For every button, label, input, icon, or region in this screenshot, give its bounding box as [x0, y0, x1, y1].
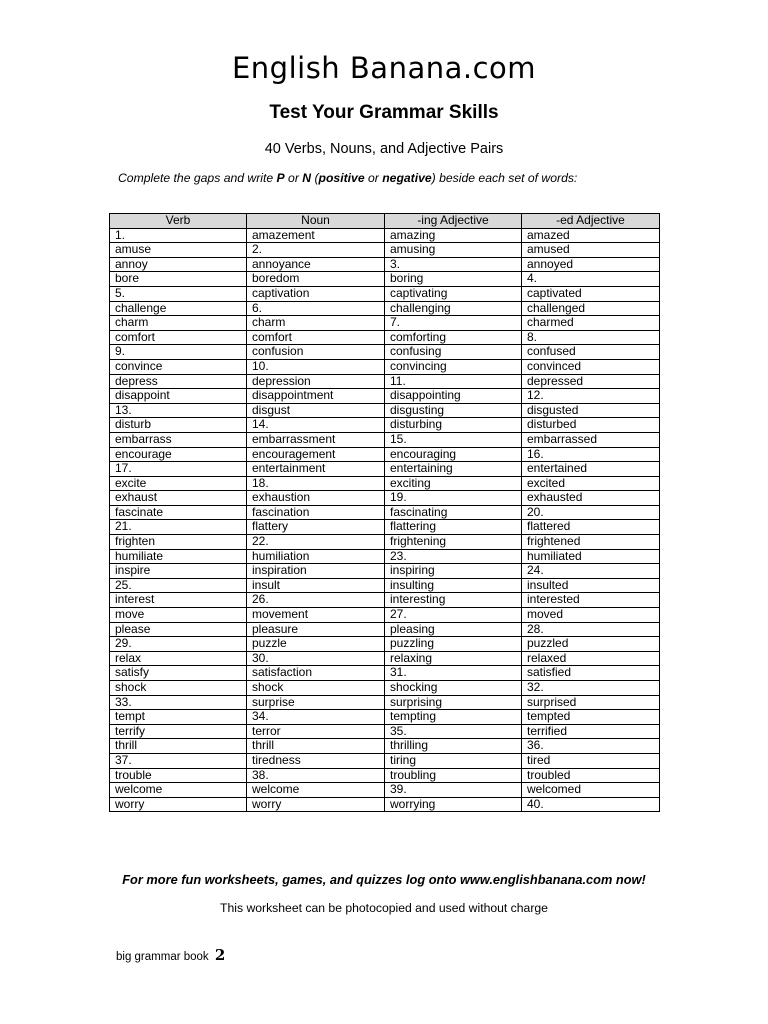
column-header: -ed Adjective	[522, 214, 660, 229]
table-cell: 12.	[522, 389, 660, 404]
table-cell: moved	[522, 608, 660, 623]
table-cell: 5.	[110, 286, 247, 301]
table-cell: 23.	[385, 549, 522, 564]
table-cell: 22.	[247, 535, 385, 550]
table-cell: exhaust	[110, 491, 247, 506]
table-cell: entertained	[522, 462, 660, 477]
table-cell: amazing	[385, 228, 522, 243]
table-cell: comfort	[247, 330, 385, 345]
table-cell: puzzled	[522, 637, 660, 652]
table-cell: challenged	[522, 301, 660, 316]
table-cell: 17.	[110, 462, 247, 477]
table-cell: frightened	[522, 535, 660, 550]
table-cell: humiliated	[522, 549, 660, 564]
table-cell: encouraging	[385, 447, 522, 462]
table-cell: humiliate	[110, 549, 247, 564]
table-cell: flattering	[385, 520, 522, 535]
table-cell: tempted	[522, 710, 660, 725]
table-cell: encouragement	[247, 447, 385, 462]
table-cell: tiring	[385, 753, 522, 768]
table-cell: 9.	[110, 345, 247, 360]
table-cell: relaxing	[385, 651, 522, 666]
table-cell: pleasure	[247, 622, 385, 637]
footer-cta: For more fun worksheets, games, and quizzes log onto www.englishbanana.com now!	[122, 872, 646, 887]
table-cell: disgusted	[522, 403, 660, 418]
table-cell: trouble	[110, 768, 247, 783]
table-cell: embarrassed	[522, 432, 660, 447]
table-row	[110, 359, 660, 374]
table-cell: 30.	[247, 651, 385, 666]
table-cell: 18.	[247, 476, 385, 491]
footer-note: This worksheet can be photocopied and used without charge	[220, 901, 548, 915]
table-cell: encourage	[110, 447, 247, 462]
table-cell: charmed	[522, 316, 660, 331]
table-cell: inspiration	[247, 564, 385, 579]
table-cell: thrill	[110, 739, 247, 754]
table-row	[110, 651, 660, 666]
table-cell: depress	[110, 374, 247, 389]
page-footer	[116, 945, 225, 967]
table-row	[110, 753, 660, 768]
table-row	[110, 301, 660, 316]
table-cell: 35.	[385, 724, 522, 739]
table-cell: disturb	[110, 418, 247, 433]
table-cell: disgusting	[385, 403, 522, 418]
table-cell: worrying	[385, 797, 522, 812]
site-logo: English Banana.com	[231, 51, 537, 85]
table-cell: troubling	[385, 768, 522, 783]
table-row	[110, 345, 660, 360]
table-cell: troubled	[522, 768, 660, 783]
table-row	[110, 520, 660, 535]
table-cell: 6.	[247, 301, 385, 316]
table-cell: insulted	[522, 578, 660, 593]
table-cell: amazement	[247, 228, 385, 243]
table-row	[110, 316, 660, 331]
table-cell: inspiring	[385, 564, 522, 579]
table-cell: 3.	[385, 257, 522, 272]
table-row	[110, 637, 660, 652]
table-cell: amused	[522, 243, 660, 258]
table-cell: amuse	[110, 243, 247, 258]
table-header-row	[110, 214, 660, 229]
table-cell: 4.	[522, 272, 660, 287]
table-row	[110, 724, 660, 739]
table-cell: surprising	[385, 695, 522, 710]
table-row	[110, 739, 660, 754]
table-cell: captivating	[385, 286, 522, 301]
table-row	[110, 666, 660, 681]
table-row	[110, 491, 660, 506]
table-cell: disgust	[247, 403, 385, 418]
table-cell: excited	[522, 476, 660, 491]
table-cell: tired	[522, 753, 660, 768]
table-cell: terrified	[522, 724, 660, 739]
instructions-open: (	[311, 171, 319, 185]
table-cell: fascinate	[110, 505, 247, 520]
table-cell: fascinating	[385, 505, 522, 520]
table-cell: disturbed	[522, 418, 660, 433]
table-cell: captivated	[522, 286, 660, 301]
table-row	[110, 593, 660, 608]
table-cell: 21.	[110, 520, 247, 535]
table-cell: charm	[247, 316, 385, 331]
table-cell: comforting	[385, 330, 522, 345]
table-row	[110, 535, 660, 550]
table-cell: 19.	[385, 491, 522, 506]
instructions	[118, 170, 577, 186]
table-row	[110, 710, 660, 725]
table-cell: thrill	[247, 739, 385, 754]
table-cell: satisfy	[110, 666, 247, 681]
column-header: -ing Adjective	[385, 214, 522, 229]
instructions-or: or	[284, 171, 303, 185]
instructions-close: ) beside each set of words:	[431, 171, 578, 185]
table-cell: 14.	[247, 418, 385, 433]
table-cell: flattered	[522, 520, 660, 535]
table-cell: 34.	[247, 710, 385, 725]
table-row	[110, 783, 660, 798]
table-cell: tiredness	[247, 753, 385, 768]
table-cell: 11.	[385, 374, 522, 389]
table-cell: surprise	[247, 695, 385, 710]
table-row	[110, 418, 660, 433]
instructions-n: N	[302, 171, 312, 185]
table-cell: boredom	[247, 272, 385, 287]
book-title: big grammar book	[116, 951, 209, 963]
table-cell: 38.	[247, 768, 385, 783]
table-cell: 1.	[110, 228, 247, 243]
table-cell: amusing	[385, 243, 522, 258]
table-cell: 26.	[247, 593, 385, 608]
table-cell: challenge	[110, 301, 247, 316]
table-row	[110, 447, 660, 462]
table-cell: welcome	[110, 783, 247, 798]
page-title: Test Your Grammar Skills	[269, 102, 499, 123]
table-cell: shock	[110, 681, 247, 696]
table-cell: 27.	[385, 608, 522, 623]
table-cell: depression	[247, 374, 385, 389]
instructions-or-2: or	[364, 171, 383, 185]
table-cell: annoyed	[522, 257, 660, 272]
table-cell: exhausted	[522, 491, 660, 506]
table-cell: interested	[522, 593, 660, 608]
table-cell: satisfaction	[247, 666, 385, 681]
table-cell: challenging	[385, 301, 522, 316]
table-cell: disappointing	[385, 389, 522, 404]
table-cell: bore	[110, 272, 247, 287]
table-cell: shocking	[385, 681, 522, 696]
table-row	[110, 768, 660, 783]
table-cell: worry	[110, 797, 247, 812]
page-number: 2	[214, 946, 226, 964]
table-cell: disappoint	[110, 389, 247, 404]
table-cell: fascination	[247, 505, 385, 520]
table-cell: inspire	[110, 564, 247, 579]
table-cell: move	[110, 608, 247, 623]
table-cell: thrilling	[385, 739, 522, 754]
table-cell: disturbing	[385, 418, 522, 433]
table-row	[110, 549, 660, 564]
table-row	[110, 330, 660, 345]
table-row	[110, 695, 660, 710]
table-row	[110, 476, 660, 491]
table-cell: 7.	[385, 316, 522, 331]
column-header: Verb	[110, 214, 247, 229]
table-cell: confusion	[247, 345, 385, 360]
table-cell: satisfied	[522, 666, 660, 681]
table-cell: 28.	[522, 622, 660, 637]
table-cell: 25.	[110, 578, 247, 593]
table-cell: depressed	[522, 374, 660, 389]
table-cell: charm	[110, 316, 247, 331]
table-row	[110, 374, 660, 389]
table-row	[110, 228, 660, 243]
table-row	[110, 608, 660, 623]
table-cell: annoyance	[247, 257, 385, 272]
table-cell: 32.	[522, 681, 660, 696]
table-cell: relax	[110, 651, 247, 666]
table-cell: convincing	[385, 359, 522, 374]
table-cell: convince	[110, 359, 247, 374]
table-cell: puzzling	[385, 637, 522, 652]
table-row	[110, 286, 660, 301]
table-cell: 31.	[385, 666, 522, 681]
table-cell: worry	[247, 797, 385, 812]
table-cell: exciting	[385, 476, 522, 491]
table-cell: relaxed	[522, 651, 660, 666]
table-cell: welcome	[247, 783, 385, 798]
table-row	[110, 462, 660, 477]
table-cell: humiliation	[247, 549, 385, 564]
table-cell: puzzle	[247, 637, 385, 652]
table-cell: terror	[247, 724, 385, 739]
table-cell: welcomed	[522, 783, 660, 798]
table-cell: disappointment	[247, 389, 385, 404]
table-row	[110, 389, 660, 404]
table-cell: terrify	[110, 724, 247, 739]
table-cell: confused	[522, 345, 660, 360]
table-row	[110, 243, 660, 258]
table-cell: insulting	[385, 578, 522, 593]
table-row	[110, 578, 660, 593]
table-row	[110, 564, 660, 579]
table-cell: 39.	[385, 783, 522, 798]
instructions-p: P	[276, 171, 285, 185]
table-row	[110, 403, 660, 418]
instructions-negative: negative	[382, 171, 432, 185]
table-cell: pleasing	[385, 622, 522, 637]
table-cell: flattery	[247, 520, 385, 535]
table-cell: captivation	[247, 286, 385, 301]
table-row	[110, 257, 660, 272]
table-cell: tempting	[385, 710, 522, 725]
table-cell: movement	[247, 608, 385, 623]
table-cell: surprised	[522, 695, 660, 710]
table-cell: 8.	[522, 330, 660, 345]
table-cell: 40.	[522, 797, 660, 812]
table-cell: shock	[247, 681, 385, 696]
table-cell: 20.	[522, 505, 660, 520]
table-cell: 36.	[522, 739, 660, 754]
table-cell: 2.	[247, 243, 385, 258]
column-header: Noun	[247, 214, 385, 229]
word-forms-table	[109, 213, 660, 812]
table-cell: annoy	[110, 257, 247, 272]
table-cell: interest	[110, 593, 247, 608]
table-cell: insult	[247, 578, 385, 593]
table-cell: please	[110, 622, 247, 637]
table-body	[110, 228, 660, 812]
table-cell: comfort	[110, 330, 247, 345]
table-row	[110, 622, 660, 637]
table-row	[110, 505, 660, 520]
table-cell: excite	[110, 476, 247, 491]
table-cell: boring	[385, 272, 522, 287]
table-cell: amazed	[522, 228, 660, 243]
table-cell: interesting	[385, 593, 522, 608]
table-row	[110, 681, 660, 696]
table-cell: 37.	[110, 753, 247, 768]
table-cell: 29.	[110, 637, 247, 652]
table-cell: convinced	[522, 359, 660, 374]
table-cell: 10.	[247, 359, 385, 374]
table-cell: entertainment	[247, 462, 385, 477]
table-cell: 24.	[522, 564, 660, 579]
table-cell: confusing	[385, 345, 522, 360]
table-cell: embarrassment	[247, 432, 385, 447]
table-cell: embarrass	[110, 432, 247, 447]
table-cell: 33.	[110, 695, 247, 710]
page-subtitle: 40 Verbs, Nouns, and Adjective Pairs	[264, 141, 504, 157]
table-row	[110, 432, 660, 447]
table-cell: entertaining	[385, 462, 522, 477]
table-cell: exhaustion	[247, 491, 385, 506]
instructions-text: Complete the gaps and write	[118, 171, 277, 185]
table-cell: 13.	[110, 403, 247, 418]
table-cell: 16.	[522, 447, 660, 462]
table-cell: 15.	[385, 432, 522, 447]
table-cell: frightening	[385, 535, 522, 550]
instructions-positive: positive	[318, 171, 365, 185]
table-cell: tempt	[110, 710, 247, 725]
table-cell: frighten	[110, 535, 247, 550]
table-row	[110, 272, 660, 287]
table-row	[110, 797, 660, 812]
